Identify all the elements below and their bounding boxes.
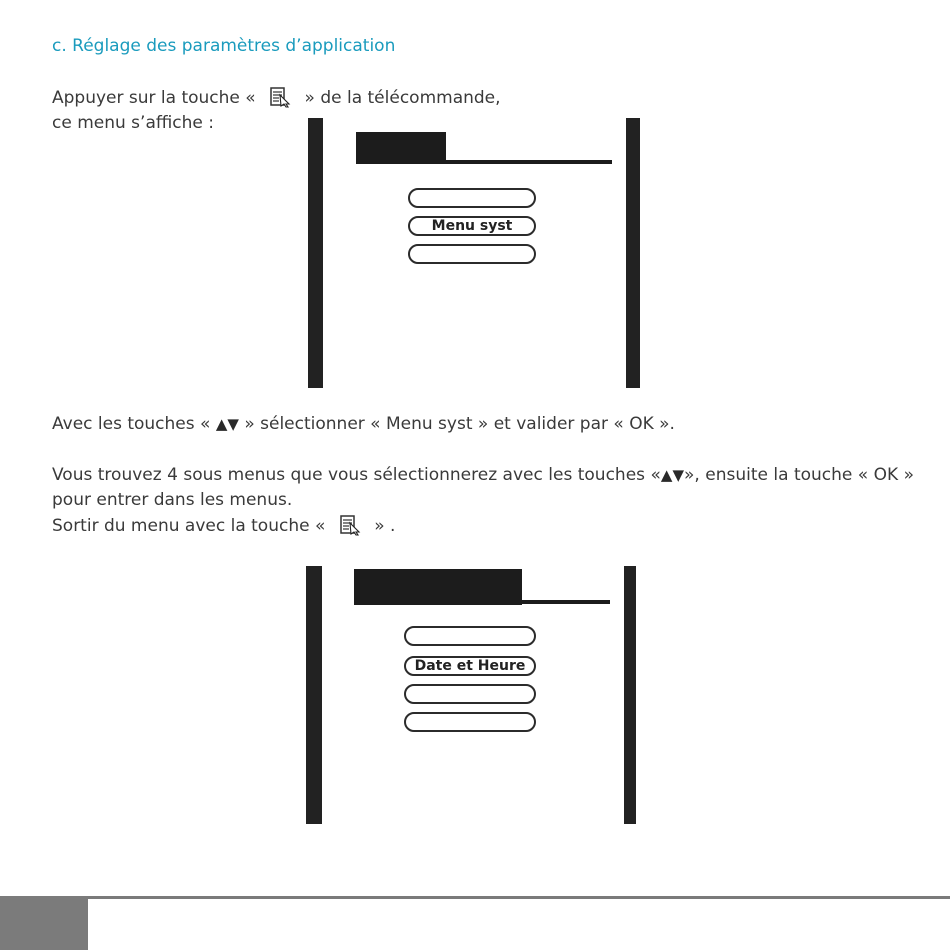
p1-text-before: Appuyer sur la touche «: [52, 88, 256, 108]
up-down-arrows-icon: ▲▼: [660, 466, 685, 484]
p2-text-before: Avec les touches «: [52, 414, 211, 434]
p4-text-before: Sortir du menu avec la touche «: [52, 516, 326, 536]
screen-border-left: [306, 566, 322, 824]
p1-text-after: » de la télécommande,: [304, 88, 501, 108]
menu-screen-1: [308, 118, 640, 388]
menu-item-selected[interactable]: Menu syst: [408, 216, 536, 236]
p4-text-after: » .: [374, 516, 396, 536]
menu-item[interactable]: [404, 684, 536, 704]
menu-remote-icon: [269, 86, 291, 108]
screen-border-right: [624, 566, 636, 824]
screen-title-tab: [354, 569, 522, 605]
menu-item-selected[interactable]: Date et Heure: [404, 656, 536, 676]
instruction-paragraph-3: [52, 463, 914, 513]
footer-rule: [0, 896, 950, 899]
menu-item[interactable]: [404, 712, 536, 732]
up-down-arrows-icon: ▲▼: [215, 415, 239, 433]
instruction-paragraph-4: [52, 514, 395, 539]
footer-page-tab: [0, 896, 88, 950]
instruction-paragraph-2: [52, 412, 675, 437]
menu-item[interactable]: [408, 244, 536, 264]
screen-title-line: [446, 160, 612, 164]
section-heading: c. Réglage des paramètres d’application: [52, 36, 396, 56]
menu-screen-2: [306, 566, 636, 824]
screen-border-left: [308, 118, 323, 388]
p3-text-after: », ensuite la touche « OK » pour entrer dans les menus.: [52, 465, 914, 510]
screen-title-tab: [356, 132, 446, 164]
p3-text-before: Vous trouvez 4 sous menus que vous sélectionnerez avec les touches «: [52, 465, 661, 485]
menu-item[interactable]: [404, 626, 536, 646]
menu-item[interactable]: [408, 188, 536, 208]
screen-title-line: [522, 600, 610, 604]
menu-remote-icon: [339, 514, 361, 536]
screen-border-right: [626, 118, 640, 388]
p2-text-after: » sélectionner « Menu syst » et valider par « OK ».: [244, 414, 675, 434]
p1-text-line2: ce menu s’affiche :: [52, 113, 215, 133]
